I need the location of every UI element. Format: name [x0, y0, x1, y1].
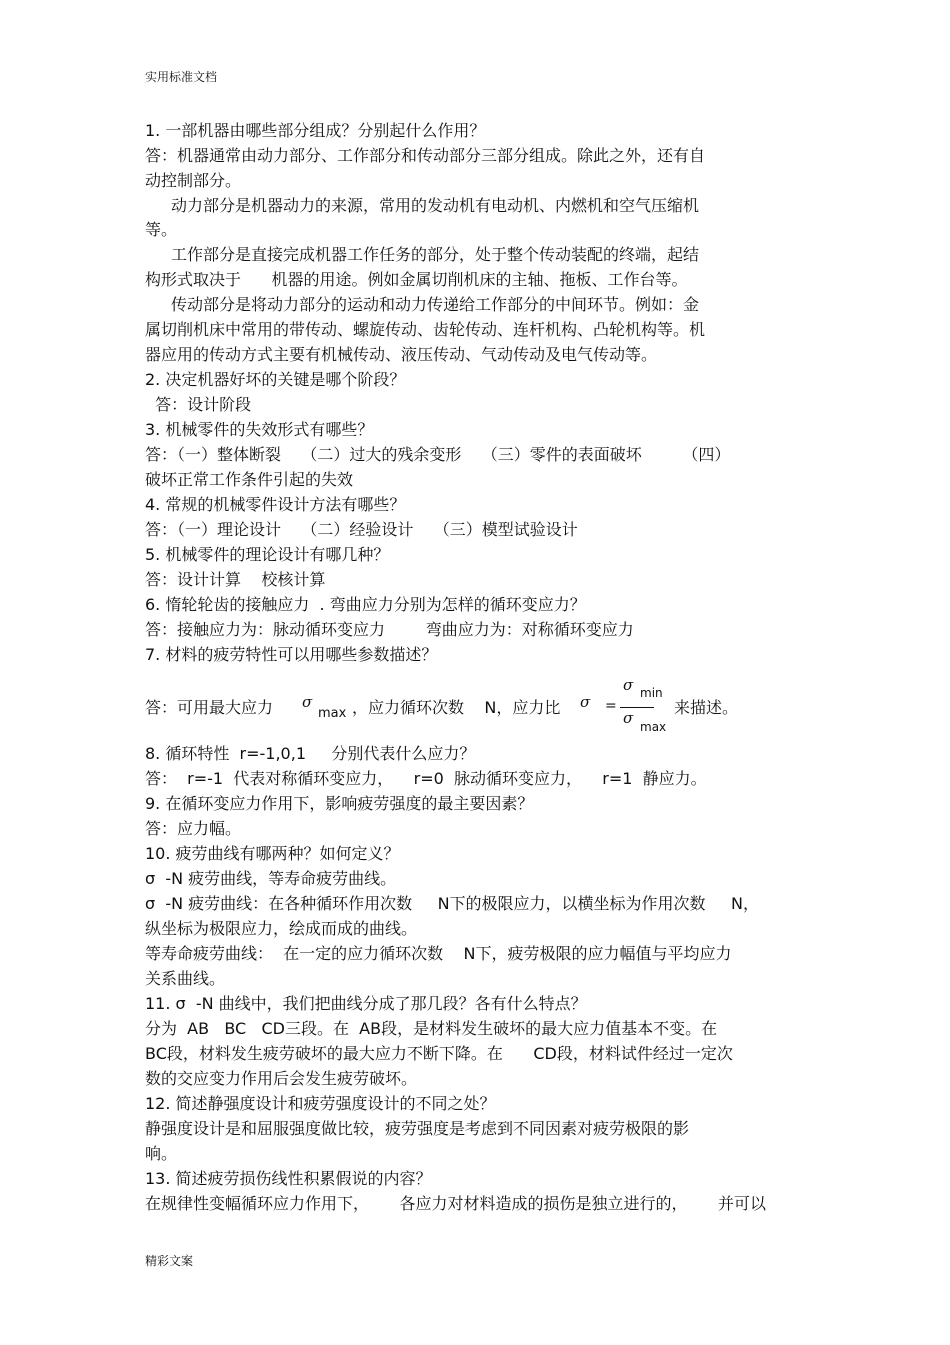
- question-10: 10. 疲劳曲线有哪两种？如何定义？: [145, 844, 400, 863]
- answer-line: 答： r=-1 代表对称循环变应力， r=0 脉动循环变应力， r=1 静应力。: [145, 769, 707, 788]
- answer-line: 响。: [145, 1144, 178, 1163]
- answer-line: 等。: [145, 220, 178, 239]
- answer-line: 答：接触应力为：脉动循环变应力 弯曲应力为：对称循环变应力: [145, 620, 634, 639]
- max-subscript: max: [640, 720, 667, 734]
- answer-line: 静强度设计是和屈服强度做比较，疲劳强度是考虑到不同因素对疲劳极限的影: [145, 1119, 690, 1138]
- answer-line: 答：设计阶段: [145, 395, 252, 414]
- answer-line: σ -N 疲劳曲线，等寿命疲劳曲线。: [145, 869, 397, 888]
- sigma-symbol: σ: [623, 676, 634, 694]
- question-9: 9. 在循环变应力作用下，影响疲劳强度的最主要因素？: [145, 794, 534, 813]
- equals-sign: =: [605, 698, 617, 714]
- fraction-bar: [620, 707, 654, 708]
- answer-7-text: 答：可用最大应力: [145, 698, 274, 717]
- question-2: 2. 决定机器好坏的关键是哪个阶段？: [145, 370, 406, 389]
- answer-line: 数的交应变力作用后会发生疲劳破坏。: [145, 1069, 418, 1088]
- max-subscript: max: [318, 706, 347, 721]
- answer-7-tail: 来描述。: [674, 698, 739, 717]
- min-subscript: min: [640, 686, 663, 700]
- sigma-symbol: σ: [302, 693, 313, 711]
- question-8: 8. 循环特性 r=-1,0,1 分别代表什么应力？: [145, 744, 476, 763]
- sigma-symbol: σ: [580, 693, 591, 711]
- question-4: 4. 常规的机械零件设计方法有哪些？: [145, 495, 406, 514]
- stress-ratio-fraction: [580, 676, 670, 738]
- answer-line: 答：机器通常由动力部分、工作部分和传动部分三部分组成。除此之外，还有自: [145, 146, 706, 165]
- answer-line: 答：（一）理论设计 （二）经验设计 （三）模型试验设计: [145, 520, 578, 539]
- answer-line: 等寿命疲劳曲线： 在一定的应力循环次数 N下，疲劳极限的应力幅值与平均应力: [145, 944, 732, 963]
- answer-line: 分为 AB BC CD三段。在 AB段，是材料发生破坏的最大应力值基本不变。在: [145, 1019, 718, 1038]
- answer-line: 动控制部分。: [145, 171, 242, 190]
- question-7: 7. 材料的疲劳特性可以用哪些参数描述？: [145, 645, 438, 664]
- answer-line: 纵坐标为极限应力，绘成而成的曲线。: [145, 919, 418, 938]
- answer-line: 传动部分是将动力部分的运动和动力传递给工作部分的中间环节。例如：金: [171, 295, 700, 314]
- answer-line: 器应用的传动方式主要有机械传动、液压传动、气动传动及电气传动等。: [145, 345, 658, 364]
- question-12: 12. 简述静强度设计和疲劳强度设计的不同之处？: [145, 1094, 496, 1113]
- question-13: 13. 简述疲劳损伤线性积累假说的内容？: [145, 1169, 432, 1188]
- question-11: 11. σ -N 曲线中，我们把曲线分成了那几段？各有什么特点？: [145, 994, 587, 1013]
- sigma-symbol: σ: [623, 709, 634, 727]
- question-6: 6. 惰轮轮齿的接触应力 . 弯曲应力分别为怎样的循环变应力？: [145, 595, 586, 614]
- page-header: 实用标准文档: [145, 70, 218, 84]
- question-1: 1. 一部机器由哪些部分组成？分别起什么作用？: [145, 121, 486, 140]
- answer-line: 答：设计计算 校核计算: [145, 570, 326, 589]
- answer-line: 动力部分是机器动力的来源，常用的发动机有电动机、内燃机和空气压缩机: [171, 196, 700, 215]
- answer-line: 在规律性变幅循环应力作用下， 各应力对材料造成的损伤是独立进行的， 并可以: [145, 1194, 767, 1213]
- answer-line: 构形式取决于 机器的用途。例如金属切削机床的主轴、拖板、工作台等。: [145, 270, 688, 289]
- answer-line: σ -N 疲劳曲线：在各种循环作用次数 N下的极限应力，以横坐标为作用次数 N，: [145, 894, 759, 913]
- answer-line: 工作部分是直接完成机器工作任务的部分，处于整个传动装配的终端，起结: [171, 245, 700, 264]
- answer-line: 答：（一）整体断裂 （二）过大的残余变形 （三）零件的表面破坏 （四）: [145, 445, 731, 464]
- question-3: 3. 机械零件的失效形式有哪些？: [145, 420, 374, 439]
- answer-line: BC段，材料发生疲劳破坏的最大应力不断下降。在 CD段，材料试件经过一定次: [145, 1044, 733, 1063]
- page-footer: 精彩文案: [145, 1254, 194, 1268]
- answer-line: 答：应力幅。: [145, 819, 242, 838]
- question-5: 5. 机械零件的理论设计有哪几种？: [145, 545, 390, 564]
- answer-line: 破坏正常工作条件引起的失效: [145, 470, 354, 489]
- answer-line: 属切削机床中常用的带传动、螺旋传动、齿轮传动、连杆机构、凸轮机构等。机: [145, 320, 706, 339]
- answer-line: 关系曲线。: [145, 969, 226, 988]
- answer-7-middle: ，应力循环次数 N，应力比: [352, 698, 561, 717]
